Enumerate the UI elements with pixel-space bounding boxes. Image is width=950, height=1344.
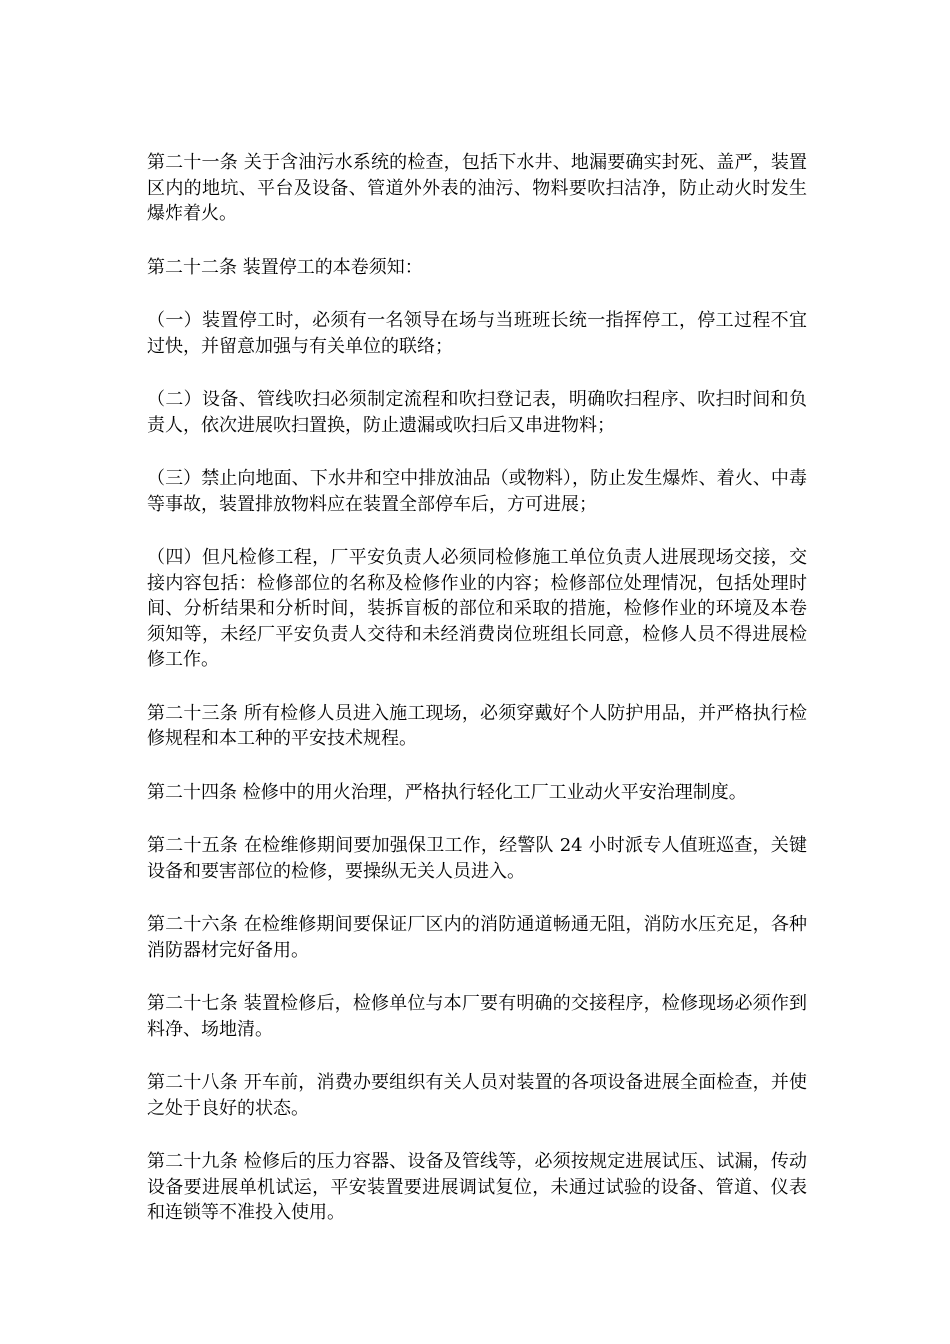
article-25-paragraph: 第二十五条 在检维修期间要加强保卫工作，经警队 24 小时派专人值班巡查，关键设备和要害部位的检修，要操纵无关人员进入。 xyxy=(147,835,807,882)
article-22-item-3: （三）禁止向地面、下水井和空中排放油品（或物料），防止发生爆炸、着火、中毒等事故，装置排放物料应在装置全部停车后，方可进展； xyxy=(147,468,807,515)
article-27-paragraph: 第二十七条 装置检修后，检修单位与本厂要有明确的交接程序，检修现场必须作到料净、场地清。 xyxy=(147,993,807,1040)
article-22-item-4: （四）但凡检修工程，厂平安负责人必须同检修施工单位负责人进展现场交接，交接内容包括：检修部位的名称及检修作业的内容；检修部位处理情况，包括处理时间、分析结果和分析时间，装拆盲板的部位和采取的措施，检修作业的环境及本卷须知等，未经厂平安负责人交待和未经消费岗位班组长同意，检修人员不得进展检修工作。 xyxy=(147,547,807,670)
article-23-paragraph: 第二十三条 所有检修人员进入施工现场，必须穿戴好个人防护用品，并严格执行检修规程和本工种的平安技术规程。 xyxy=(147,702,807,749)
article-28-paragraph: 第二十八条 开车前，消费办要组织有关人员对装置的各项设备进展全面检查，并使之处于良好的状态。 xyxy=(147,1072,807,1119)
article-22-heading: 第二十二条 装置停工的本卷须知： xyxy=(147,256,423,278)
article-22-item-2: （二）设备、管线吹扫必须制定流程和吹扫登记表，明确吹扫程序、吹扫时间和负责人，依次进展吹扫置换，防止遗漏或吹扫后又串进物料； xyxy=(147,389,807,436)
article-26-paragraph: 第二十六条 在检维修期间要保证厂区内的消防通道畅通无阻，消防水压充足，各种消防器材完好备用。 xyxy=(147,914,807,961)
document-body xyxy=(147,150,807,1254)
article-24-paragraph: 第二十四条 检修中的用火治理，严格执行轻化工厂工业动火平安治理制度。 xyxy=(147,781,747,803)
article-29-paragraph: 第二十九条 检修后的压力容器、设备及管线等，必须按规定进展试压、试漏，传动设备要进展单机试运，平安装置要进展调试复位，未通过试验的设备、管道、仪表和连锁等不准投入使用。 xyxy=(147,1151,807,1223)
article-21-paragraph: 第二十一条 关于含油污水系统的检查，包括下水井、地漏要确实封死、盖严，装置区内的地坑、平台及设备、管道外外表的油污、物料要吹扫洁净，防止动火时发生爆炸着火。 xyxy=(147,152,807,224)
article-22-item-1: （一）装置停工时，必须有一名领导在场与当班班长统一指挥停工，停工过程不宜过快，并留意加强与有关单位的联络； xyxy=(147,310,807,357)
